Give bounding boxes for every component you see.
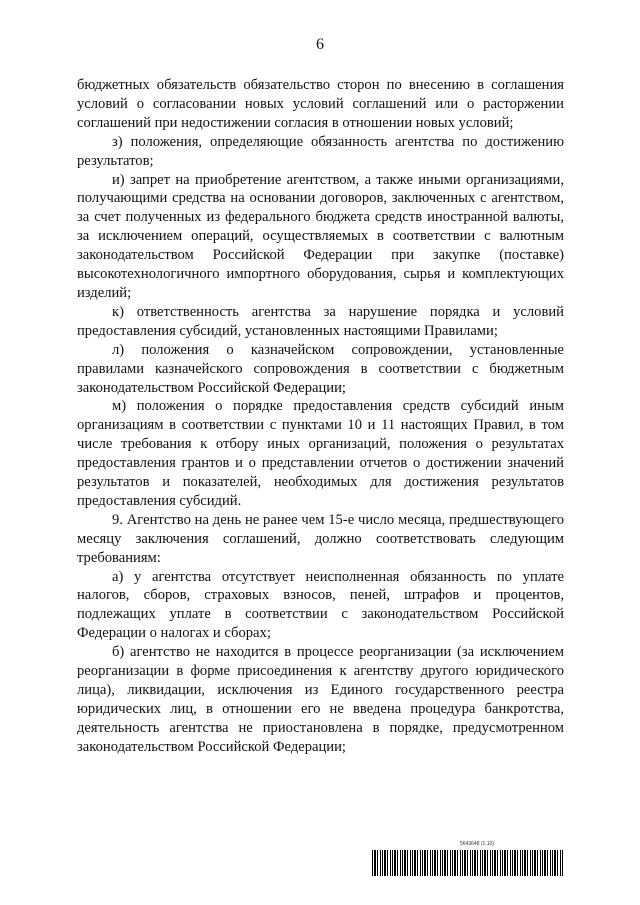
- document-body: [77, 76, 564, 757]
- page-number: 6: [316, 36, 324, 53]
- paragraph-item-b: б) агентство не находится в процессе реорганизации (за исключением реорганизации в форме присоединения к агентству другого юридического лица), ликвидации, исключения из Единого государственного реестра юридических лиц, в отношении его не введена процедура банкротства, деятельность агентства не приостановлена в порядке, предусмотренном законодательством Российской Федерации;: [77, 644, 564, 755]
- barcode-icon: [372, 850, 564, 876]
- paragraph-clause-9: 9. Агентство на день не ранее чем 15-е число месяца, предшествующего месяцу заключения соглашений, должно соответствовать следующим требованиям:: [77, 511, 564, 566]
- paragraph-item-a: а) у агентства отсутствует неисполненная обязанность по уплате налогов, сборов, страховых взносов, пеней, штрафов и процентов, подлежащих уплате в соответствии с законодательством Российской Федерации о налогах и сборах;: [77, 568, 564, 642]
- paragraph-item-l: л) положения о казначейском сопровождении, установленные правилами казначейского сопровождения в соответствии с бюджетным законодательством Российской Федерации;: [77, 341, 564, 396]
- paragraph-item-i: и) запрет на приобретение агентством, а также иными организациями, получающими средства на основании договоров, заключенных с агентством, за счет полученных из федерального бюджета средств иностранной валюты, за исключением операций, осуществляемых в соответствии с валютным законодательством Российской Федерации при закупке (поставке) высокотехнологичного импортного оборудования, сырья и комплектующих изделий;: [77, 171, 564, 301]
- paragraph-continuation: бюджетных обязательств обязательство сторон по внесению в соглашения условий о согласовании новых условий соглашений или о расторжении соглашений при недостижении согласия в отношении новых условий;: [77, 77, 564, 131]
- paragraph-item-k: к) ответственность агентства за нарушение порядка и условий предоставления субсидий, установленных настоящими Правилами;: [77, 303, 564, 339]
- document-code: 5643648 (1.10): [460, 841, 494, 847]
- paragraph-item-m: м) положения о порядке предоставления средств субсидий иным организациям в соответствии с пунктами 10 и 11 настоящих Правил, в том числе требования к отбору иных организаций, положения о результатах предоставления грантов и о представлении отчетов о достижении значений результатов и показателей, необходимых для достижения результатов предоставления субсидий.: [77, 398, 564, 509]
- paragraph-item-z: з) положения, определяющие обязанность агентства по достижению результатов;: [77, 133, 564, 169]
